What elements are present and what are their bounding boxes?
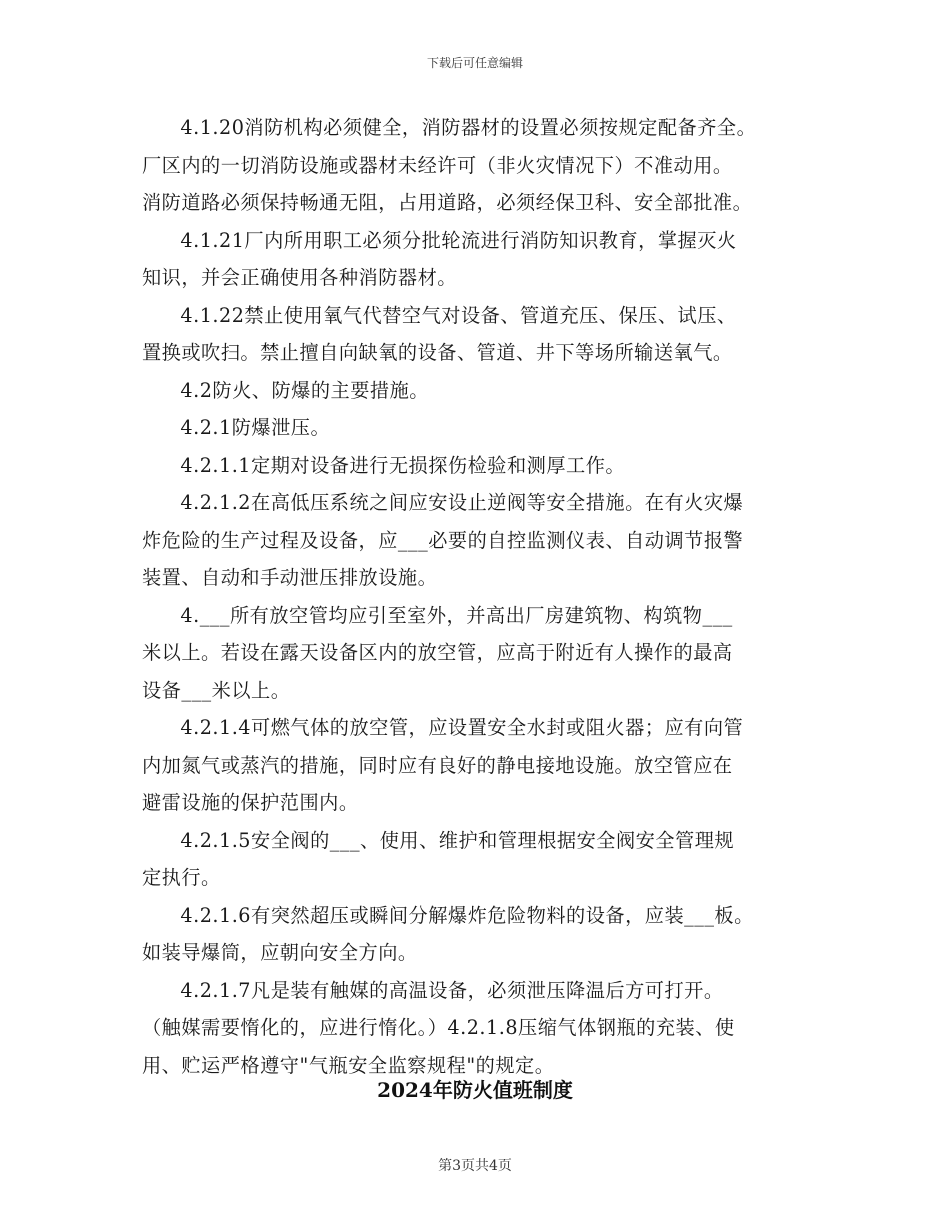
page-header-note: 下载后可任意编辑	[426, 56, 523, 70]
text-line: 4.1.20消防机构必须健全，消防器材的设置必须按规定配备齐全。	[180, 116, 757, 139]
text-line: 4.___所有放空管均应引至室外，并高出厂房建筑物、构筑物___	[180, 603, 733, 627]
text-line: 消防道路必须保持畅通无阻，占用道路，必须经保卫科、安全部批准。	[142, 191, 753, 214]
paragraph-4-2-1-2	[142, 484, 812, 597]
text-line: 装置、自动和手动泄压排放设施。	[142, 566, 438, 589]
text-line: 定执行。	[142, 866, 221, 889]
text-line: 4.2.1.6有突然超压或瞬间分解爆炸危险物料的设备，应装___板。	[180, 903, 754, 927]
paragraph-4-2-1-5	[142, 822, 812, 897]
paragraph-4-2-1-1	[142, 447, 812, 485]
paragraph-4-2	[142, 372, 812, 410]
text-line: 4.2.1.5安全阀的___、使用、维护和管理根据安全阀安全管理规	[180, 828, 735, 852]
text-line: 4.1.21厂内所用职工必须分批轮流进行消防知识教育，掌握灭火	[180, 228, 737, 252]
text-line: 用、贮运严格遵守"气瓶安全监察规程"的规定。	[142, 1053, 555, 1077]
paragraph-4-2-1-6	[142, 897, 812, 972]
text-line: 米以上。若设在露天设备区内的放空管，应高于附近有人操作的最高	[142, 641, 733, 664]
page-number: 第3页共4页	[438, 1158, 512, 1174]
document-body	[142, 109, 812, 1084]
section-title: 2024年防火值班制度	[377, 1078, 573, 1102]
text-line: 4.2.1.7凡是装有触媒的高温设备，必须泄压降温后方可打开。	[180, 978, 724, 1002]
text-line: （触媒需要惰化的，应进行惰化。）4.2.1.8压缩气体钢瓶的充装、使	[142, 1016, 735, 1039]
paragraph-4-1-21	[142, 222, 812, 297]
text-line: 4.2.1.2在高低压系统之间应安设止逆阀等安全措施。在有火灾爆	[180, 491, 744, 514]
text-line: 置换或吹扫。禁止擅自向缺氧的设备、管道、井下等场所输送氧气。	[142, 341, 733, 364]
text-line: 4.2防火、防爆的主要措施。	[180, 378, 429, 402]
text-line: 内加氮气或蒸汽的措施，同时应有良好的静电接地设施。放空管应在	[142, 753, 733, 777]
text-line: 4.2.1.1定期对设备进行无损探伤检验和测厚工作。	[180, 453, 626, 477]
paragraph-4-2-1-4	[142, 709, 812, 822]
paragraph-4-2-1-7	[142, 972, 812, 1085]
text-line: 避雷设施的保护范围内。	[142, 791, 359, 814]
text-line: 如装导爆筒，应朝向安全方向。	[142, 941, 418, 964]
text-line: 炸危险的生产过程及设备，应___必要的自控监测仪表、自动调节报警	[142, 528, 744, 552]
text-line: 知识，并会正确使用各种消防器材。	[142, 266, 457, 289]
text-line: 4.2.1.4可燃气体的放空管，应设置安全水封或阻火器；应有向管	[180, 716, 744, 739]
paragraph-4-1-20	[142, 109, 812, 222]
paragraph-4-2-1	[142, 409, 812, 447]
text-line: 设备___米以上。	[142, 678, 291, 702]
text-line: 4.1.22禁止使用氧气代替空气对设备、管道充压、保压、试压、	[180, 303, 737, 327]
text-line: 厂区内的一切消防设施或器材未经许可（非火灾情况下）不准动用。	[142, 153, 733, 177]
paragraph-4-2-1-3	[142, 597, 812, 710]
paragraph-4-1-22	[142, 297, 812, 372]
text-line: 4.2.1防爆泄压。	[180, 416, 331, 439]
